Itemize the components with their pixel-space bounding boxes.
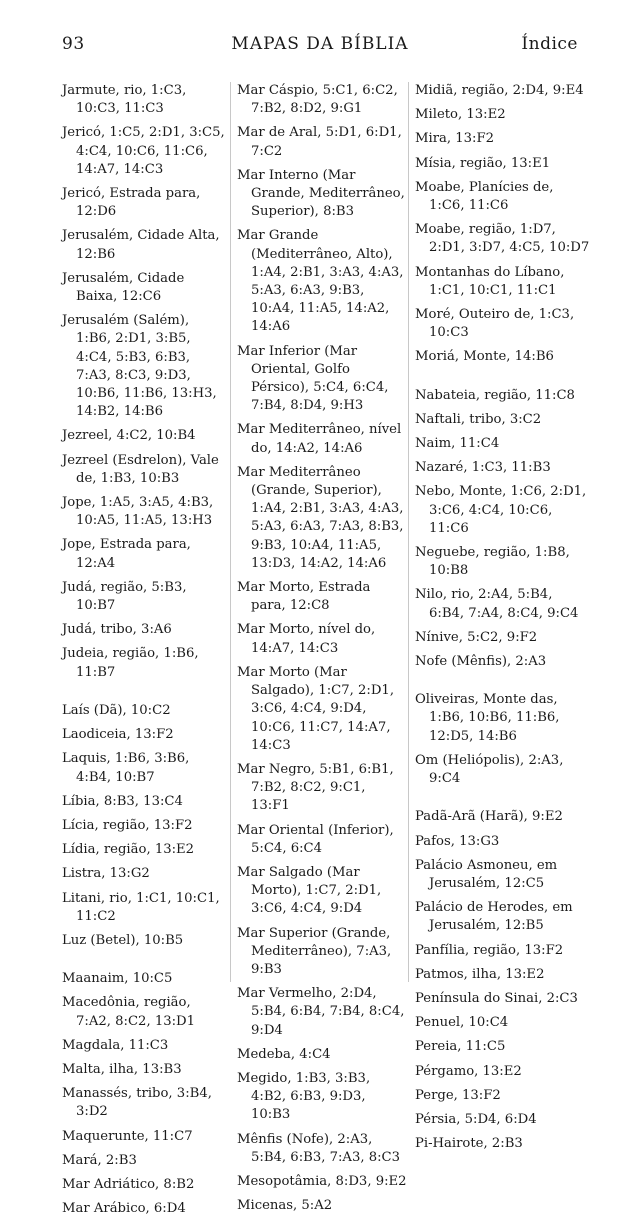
letter-group-gap — [62, 688, 226, 702]
index-entry: Nabateia, região, 11:C8 — [415, 387, 575, 403]
index-entry: Oliveiras, Monte das, 1:B6, 10:B6, 11:B6, 12:D5, 14:B6 — [415, 692, 560, 744]
index-columns — [62, 82, 590, 1217]
index-entry: Litani, rio, 1:C1, 10:C1, 11:C2 — [62, 890, 220, 924]
index-entry: Laquis, 1:B6, 3:B6, 4:B4, 10:B7 — [62, 751, 190, 785]
index-entry: Nínive, 5:C2, 9:F2 — [415, 629, 538, 645]
letter-group-gap — [62, 956, 226, 970]
index-entry: Líbia, 8:B3, 13:C4 — [62, 793, 183, 809]
index-entry: Nilo, rio, 2:A4, 5:B4, 6:B4, 7:A4, 8:C4, 9:C4 — [415, 587, 579, 621]
index-entry: Moriá, Monte, 14:B6 — [415, 349, 554, 365]
index-entry: Naftali, tribo, 3:C2 — [415, 411, 542, 427]
index-entry: Patmos, ilha, 13:E2 — [415, 966, 545, 982]
index-entry: Pafos, 13:G3 — [415, 833, 500, 849]
index-entry: Jezreel, 4:C2, 10:B4 — [62, 428, 196, 444]
index-entry: Palácio Asmoneu, em Jerusalém, 12:C5 — [415, 857, 558, 891]
column-divider — [408, 82, 409, 982]
index-entry: Panfília, região, 13:F2 — [415, 942, 564, 958]
index-entry: Maanaim, 10:C5 — [62, 971, 173, 987]
index-entry: Judá, tribo, 3:A6 — [62, 622, 172, 638]
index-entry: Midiã, região, 2:D4, 9:E4 — [415, 83, 584, 98]
index-entry: Magdala, 11:C3 — [62, 1037, 169, 1053]
page-number: 93 — [62, 34, 85, 54]
index-entry: Mar Arábico, 6:D4 — [62, 1201, 186, 1217]
index-entry: Mar Morto, nível do, 14:A7, 14:C3 — [237, 622, 376, 656]
index-entry: Montanhas do Líbano, 1:C1, 10:C1, 11:C1 — [415, 264, 565, 298]
index-entry: Mar Grande (Mediterrâneo, Alto), 1:A4, 2:B1, 3:A3, 4:A3, 5:A3, 6:A3, 9:B3, 10:A4, 11:A5, 14:A2, 14:A6 — [237, 228, 404, 335]
index-entry: Palácio de Herodes, em Jerusalém, 12:B5 — [415, 900, 573, 934]
index-entry: Jerusalém, Cidade Baixa, 12:C6 — [62, 270, 185, 305]
index-entry: Península do Sinai, 2:C3 — [415, 990, 578, 1006]
page-header — [62, 34, 578, 58]
index-entry: Jericó, Estrada para, 12:D6 — [62, 186, 201, 220]
index-entry: Neguebe, região, 1:B8, 10:B8 — [415, 545, 570, 579]
index-entry: Judá, região, 5:B3, 10:B7 — [62, 579, 187, 614]
letter-group-gap — [415, 373, 590, 387]
index-entry: Jezreel (Esdrelon), Vale de, 1:B3, 10:B3 — [62, 452, 219, 486]
index-entry: Mar Cáspio, 5:C1, 6:C2, 7:B2, 8:D2, 9:G1 — [237, 83, 398, 117]
index-entry: Mar Mediterrâneo, nível do, 14:A2, 14:A6 — [237, 422, 402, 456]
index-entry: Mar Interno (Mar Grande, Mediterrâneo, Superior), 8:B3 — [237, 167, 405, 220]
index-entry: Mísia, região, 13:E1 — [415, 155, 551, 171]
letter-group-gap — [415, 794, 590, 808]
index-entry: Padã-Arã (Harã), 9:E2 — [415, 809, 563, 825]
index-entry: Mênfis (Nofe), 2:A3, 5:B4, 6:B3, 7:A3, 8:C3 — [237, 1131, 401, 1165]
index-entry: Mar Oriental (Inferior), 5:C4, 6:C4 — [237, 822, 394, 856]
index-entry: Pérgamo, 13:E2 — [415, 1063, 522, 1079]
index-entry: Megido, 1:B3, 3:B3, 4:B2, 6:B3, 9:D3, 10:B3 — [237, 1070, 371, 1123]
index-entry: Judeia, região, 1:B6, 11:B7 — [62, 646, 199, 680]
index-entry: Pereia, 11:C5 — [415, 1039, 506, 1055]
index-entry: Mileto, 13:E2 — [415, 107, 506, 123]
index-column-2 — [237, 82, 407, 1221]
index-entry: Nebo, Monte, 1:C6, 2:D1, 3:C6, 4:C4, 10:C6, 11:C6 — [415, 484, 587, 536]
index-entry: Jerusalém, Cidade Alta, 12:B6 — [62, 228, 220, 262]
column-divider — [230, 82, 231, 982]
index-entry: Listra, 13:G2 — [62, 866, 150, 882]
index-entry: Lícia, região, 13:F2 — [62, 817, 193, 833]
index-entry: Medeba, 4:C4 — [237, 1046, 331, 1062]
index-entry: Om (Heliópolis), 2:A3, 9:C4 — [415, 752, 564, 787]
index-entry: Moabe, Planícies de, 1:C6, 11:C6 — [415, 179, 554, 214]
index-entry: Jarmute, rio, 1:C3, 10:C3, 11:C3 — [62, 83, 187, 117]
index-entry: Mar Inferior (Mar Oriental, Golfo Pérsico), 5:C4, 6:C4, 7:B4, 8:D4, 9:H3 — [237, 343, 389, 414]
index-entry: Manassés, tribo, 3:B4, 3:D2 — [62, 1086, 212, 1120]
index-entry: Mar Salgado (Mar Morto), 1:C7, 2:D1, 3:C6, 4:C4, 9:D4 — [237, 864, 382, 917]
index-entry: Mar Negro, 5:B1, 6:B1, 7:B2, 8:C2, 9:C1, 13:F1 — [237, 761, 394, 814]
index-entry: Mesopotâmia, 8:D3, 9:E2 — [237, 1173, 407, 1189]
page-title: MAPAS DA BÍBLIA — [231, 34, 409, 54]
index-entry: Mar de Aral, 5:D1, 6:D1, 7:C2 — [237, 125, 402, 159]
index-entry: Mar Adriático, 8:B2 — [62, 1176, 195, 1192]
index-entry: Mar Mediterrâneo (Grande, Superior), 1:A4, 2:B1, 3:A3, 4:A3, 5:A3, 6:A3, 7:A3, 8:B3, 9:B3, 10:A4, 11:A5, 13:D3, 14:A2, 14:A6 — [237, 464, 404, 571]
index-entry: Jericó, 1:C5, 2:D1, 3:C5, 4:C4, 10:C6, 11:C6, 14:A7, 14:C3 — [62, 125, 225, 177]
letter-group-gap — [415, 677, 590, 691]
index-entry: Moré, Outeiro de, 1:C3, 10:C3 — [415, 307, 575, 341]
index-entry: Naim, 11:C4 — [415, 436, 500, 452]
index-entry: Lídia, região, 13:E2 — [62, 842, 195, 858]
index-entry: Pi-Hairote, 2:B3 — [415, 1136, 523, 1152]
index-entry: Penuel, 10:C4 — [415, 1015, 509, 1031]
index-entry: Mar Morto, Estrada para, 12:C8 — [237, 580, 371, 614]
index-entry: Mará, 2:B3 — [62, 1152, 137, 1168]
index-entry: Nazaré, 1:C3, 11:B3 — [415, 460, 551, 476]
index-entry: Maquerunte, 11:C7 — [62, 1128, 193, 1144]
index-column-1 — [62, 82, 226, 1224]
index-entry: Luz (Betel), 10:B5 — [62, 932, 184, 948]
index-entry: Mar Morto (Mar Salgado), 1:C7, 2:D1, 3:C6, 4:C4, 9:D4, 10:C6, 11:C7, 14:A7, 14:C3 — [237, 664, 395, 753]
index-entry: Jope, 1:A5, 3:A5, 4:B3, 10:A5, 11:A5, 13:H3 — [62, 495, 214, 529]
index-entry: Malta, ilha, 13:B3 — [62, 1061, 182, 1077]
index-entry: Mar Vermelho, 2:D4, 5:B4, 6:B4, 7:B4, 8:C4, 9:D4 — [237, 986, 405, 1038]
index-entry: Jope, Estrada para, 12:A4 — [62, 537, 191, 571]
index-entry: Nofe (Mênfis), 2:A3 — [415, 654, 547, 670]
index-entry: Pérsia, 5:D4, 6:D4 — [415, 1111, 537, 1127]
index-entry: Laodiceia, 13:F2 — [62, 727, 174, 743]
index-entry: Mar Superior (Grande, Mediterrâneo), 7:A3, 9:B3 — [237, 925, 392, 977]
index-column-3 — [415, 82, 590, 1159]
index-entry: Moabe, região, 1:D7, 2:D1, 3:D7, 4:C5, 10:D7 — [415, 222, 590, 256]
index-entry: Jerusalém (Salém), 1:B6, 2:D1, 3:B5, 4:C4, 5:B3, 6:B3, 7:A3, 8:C3, 9:D3, 10:B6, 11:B6, 13:H3, 14:B2, 14:B6 — [62, 313, 217, 420]
index-entry: Perge, 13:F2 — [415, 1087, 501, 1103]
index-entry: Laís (Dã), 10:C2 — [62, 702, 171, 718]
index-entry: Mira, 13:F2 — [415, 131, 495, 147]
index-entry: Micenas, 5:A2 — [237, 1198, 333, 1214]
section-title: Índice — [521, 34, 578, 54]
index-entry: Macedônia, região, 7:A2, 8:C2, 13:D1 — [62, 995, 196, 1029]
